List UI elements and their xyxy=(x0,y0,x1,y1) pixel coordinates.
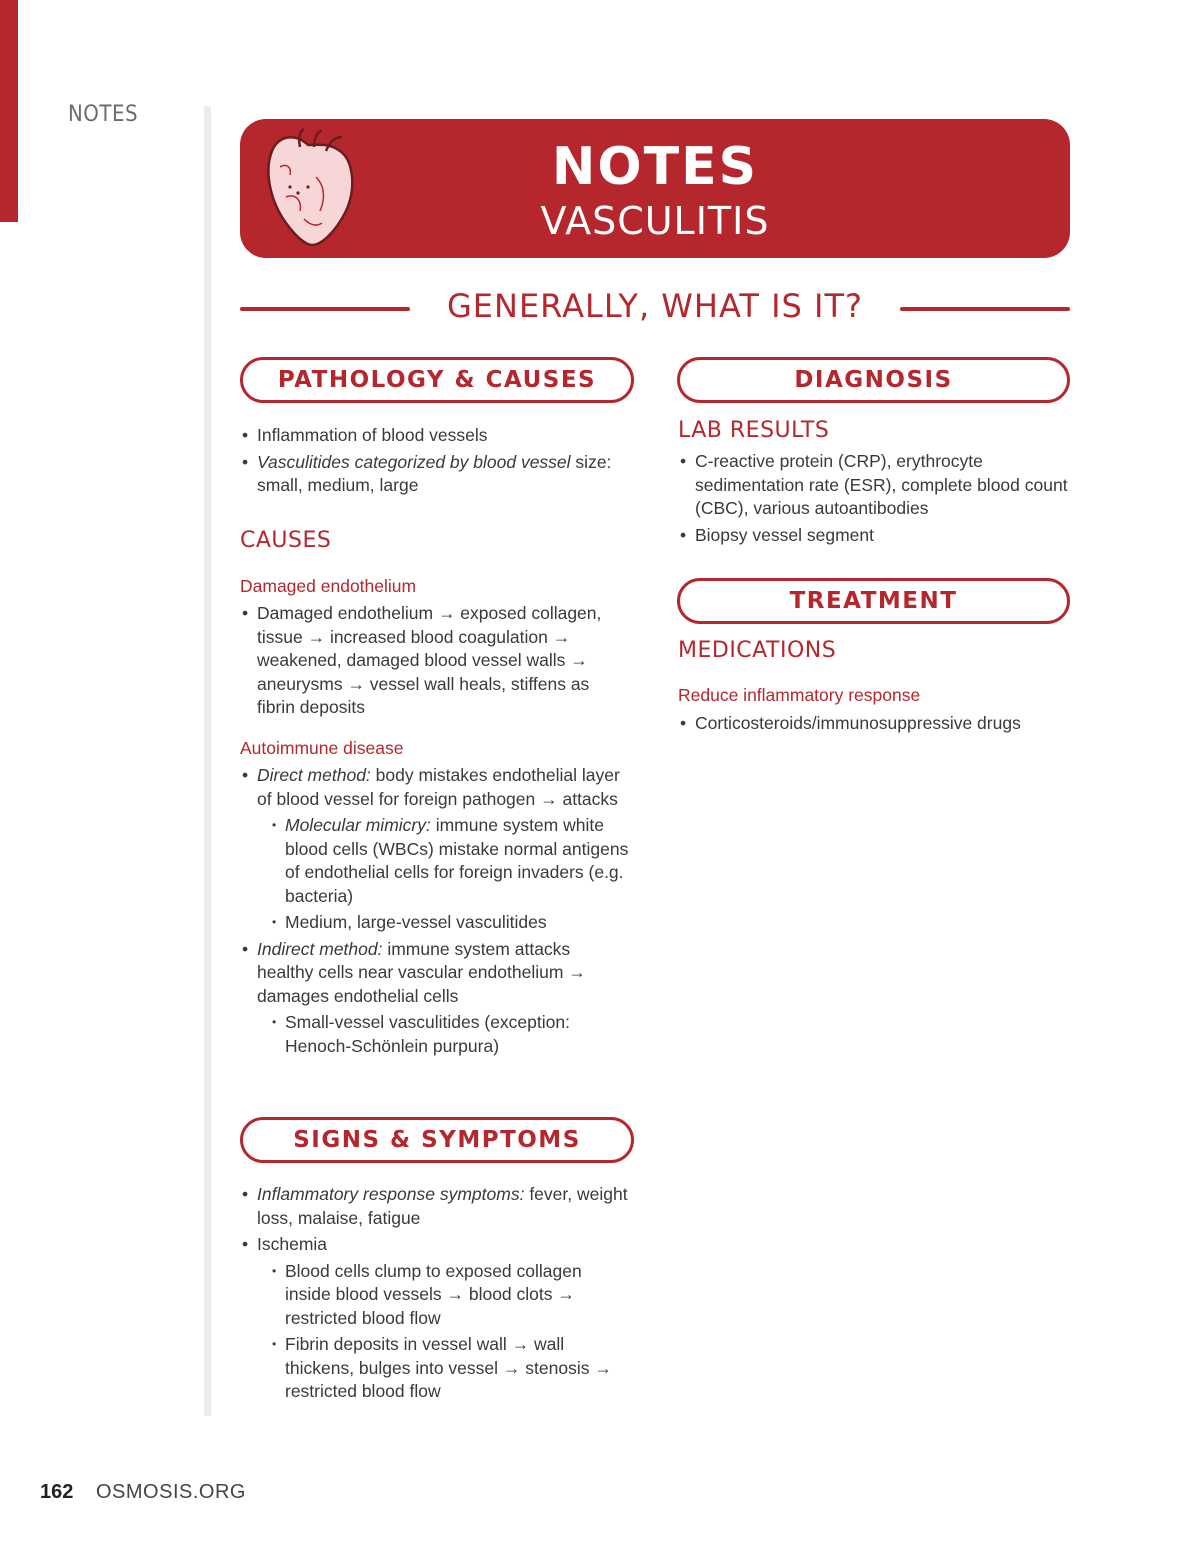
list-item xyxy=(240,451,630,498)
section-heading-label: GENERALLY, WHAT IS IT? xyxy=(446,287,863,325)
title-banner xyxy=(240,119,1070,258)
pathology-intro-list xyxy=(240,424,630,501)
signs-list xyxy=(240,1183,630,1407)
red-edge-tab xyxy=(0,0,18,222)
lab-results-heading: LAB RESULTS xyxy=(678,418,830,443)
list-item xyxy=(240,1183,630,1230)
term: Molecular mimicry: xyxy=(285,815,431,835)
list-item: • Fibrin deposits in vessel wall → wall thickens, bulges into vessel → stenosis → restricted blood flow xyxy=(257,1333,630,1404)
banner-subtitle: VASCULITIS xyxy=(540,199,770,243)
diagnosis-list xyxy=(678,450,1068,550)
text: size: small, medium, large xyxy=(257,451,612,495)
list-item xyxy=(240,1233,630,1404)
list-item xyxy=(257,814,630,908)
term: Direct method: xyxy=(257,765,371,785)
side-notes-label: NOTES xyxy=(68,102,139,127)
list-item: • Small-vessel vasculitides (exception: Henoch-Schönlein purpura) xyxy=(257,1011,630,1058)
text: immune system attacks healthy cells near vascular endothelium → damages endothelial cells xyxy=(257,938,586,1006)
text: Ischemia xyxy=(257,1234,328,1254)
term: Indirect method: xyxy=(257,938,383,959)
treatment-list xyxy=(678,712,1068,739)
term: Vasculitides categorized by blood vessel xyxy=(257,451,571,472)
list-item: • C-reactive protein (CRP), erythrocyte sedimentation rate (ESR), complete blood count (CBC), various autoantibodies xyxy=(678,450,1068,521)
autoimmune-heading: Autoimmune disease xyxy=(240,738,404,758)
banner-title: NOTES xyxy=(551,137,759,197)
treatment-heading-pill: TREATMENT xyxy=(677,578,1070,624)
causes-heading: CAUSES xyxy=(240,528,332,553)
signs-heading-pill: SIGNS & SYMPTOMS xyxy=(240,1117,634,1163)
damaged-endothelium-heading: Damaged endothelium xyxy=(240,576,417,596)
page-number: 162 xyxy=(40,1481,74,1503)
medications-heading: MEDICATIONS xyxy=(678,638,837,663)
text: immune system white blood cells (WBCs) mistake normal antigens of endothelial cells for foreign invaders (e.g. bacteria) xyxy=(285,815,629,906)
text: body mistakes endothelial layer of blood vessel for foreign pathogen → attacks xyxy=(257,765,620,809)
heading-rule-right xyxy=(900,307,1070,311)
list-item xyxy=(240,938,630,1059)
list-item: • Corticosteroids/immunosuppressive drugs xyxy=(678,712,1068,736)
list-item: • Inflammation of blood vessels xyxy=(240,424,630,448)
term: Inflammatory response symptoms: xyxy=(257,1184,525,1204)
side-divider xyxy=(204,106,211,1416)
text: fever, weight loss, malaise, fatigue xyxy=(257,1184,628,1228)
list-item xyxy=(240,764,630,935)
autoimmune-list xyxy=(240,764,630,1061)
list-item: • Blood cells clump to exposed collagen inside blood vessels → blood clots → restricted blood flow xyxy=(257,1260,630,1331)
damaged-list xyxy=(240,602,630,723)
reduce-inflammatory-heading: Reduce inflammatory response xyxy=(678,685,921,705)
list-item: • Medium, large-vessel vasculitides xyxy=(257,911,630,935)
site-name: OSMOSIS.ORG xyxy=(96,1481,246,1503)
list-item: • Biopsy vessel segment xyxy=(678,524,1068,548)
section-heading xyxy=(240,287,1070,331)
pathology-heading-pill: PATHOLOGY & CAUSES xyxy=(240,357,634,403)
diagnosis-heading-pill: DIAGNOSIS xyxy=(677,357,1070,403)
list-item: • Damaged endothelium → exposed collagen, tissue → increased blood coagulation → weakened, damaged blood vessel walls → aneurysms → vessel wall heals, stiffens as fibrin deposits xyxy=(240,602,630,720)
